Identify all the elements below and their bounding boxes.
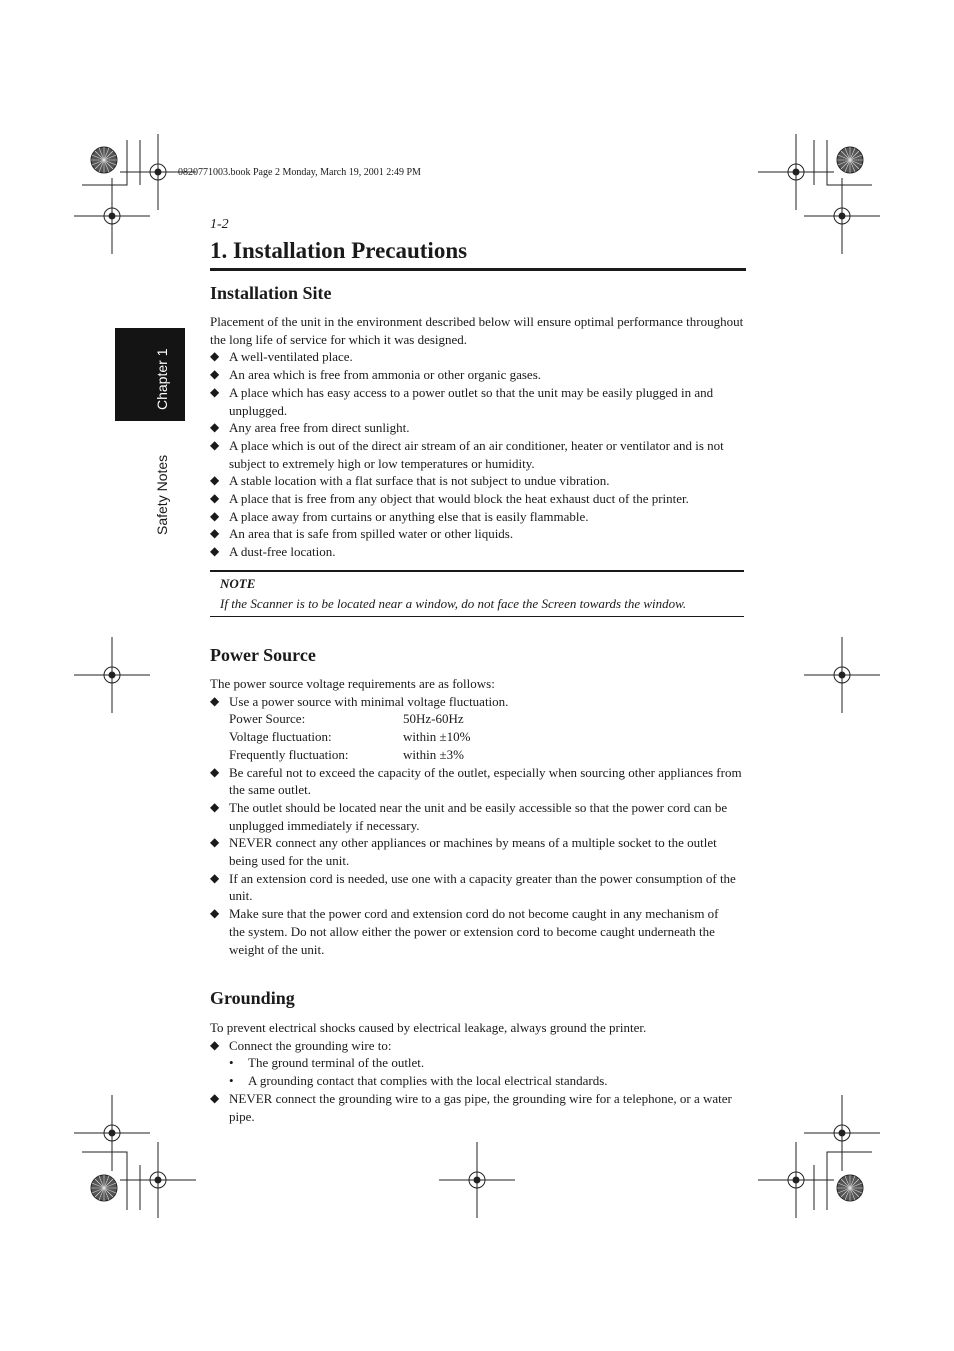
power-intro: The power source voltage requirements are as follows: bbox=[210, 676, 495, 691]
list-item: ◆ Make sure that the power cord and extension cord do not become caught in any mechanism of the system. Do not allow either the power or extension cord to become caught underneath the weight of the unit. bbox=[210, 906, 719, 957]
list-item: ◆ A place which has easy access to a power outlet so that the unit may be easily plugged in and unplugged. bbox=[210, 384, 714, 418]
note-label: NOTE bbox=[220, 576, 256, 591]
list-item: ◆ The outlet should be located near the unit and be easily accessible so that the power cord can be unplugged immediately if necessary. bbox=[210, 799, 728, 833]
title-rule bbox=[210, 268, 746, 271]
section-heading-grounding: Grounding bbox=[210, 988, 295, 1008]
diamond-bullet-icon: ◆ bbox=[210, 544, 220, 559]
spec-row: Frequently fluctuation: within ±3% bbox=[229, 746, 464, 762]
spec-row: Voltage fluctuation: within ±10% bbox=[229, 729, 471, 745]
note-bottom-rule bbox=[210, 616, 744, 617]
list-item: ◆ A well-ventilated place. bbox=[210, 349, 353, 365]
diamond-bullet-icon: ◆ bbox=[210, 508, 220, 523]
list-item: ◆ A dust-free location. bbox=[210, 544, 336, 560]
list-item: ◆ Any area free from direct sunlight. bbox=[210, 420, 410, 436]
list-item: ◆ A stable location with a flat surface that is not subject to undue vibration. bbox=[210, 473, 610, 489]
diamond-bullet-icon: ◆ bbox=[210, 526, 220, 541]
diamond-bullet-icon: ◆ bbox=[210, 473, 220, 488]
diamond-bullet-icon: ◆ bbox=[210, 1037, 220, 1052]
power-content bbox=[210, 675, 746, 958]
diamond-bullet-icon: ◆ bbox=[210, 420, 220, 435]
diamond-bullet-icon: ◆ bbox=[210, 906, 220, 921]
diamond-bullet-icon: ◆ bbox=[210, 349, 220, 364]
diamond-bullet-icon: ◆ bbox=[210, 437, 220, 452]
section-label: Safety Notes bbox=[154, 454, 170, 535]
list-item: ◆ An area which is free from ammonia or other organic gases. bbox=[210, 367, 542, 383]
list-item: ◆ A place that is free from any object that would block the heat exhaust duct of the printer. bbox=[210, 491, 689, 507]
page-number: 1-2 bbox=[210, 217, 229, 232]
spec-row: Power Source: 50Hz-60Hz bbox=[229, 711, 464, 727]
note-text: If the Scanner is to be located near a window, do not face the Screen towards the window. bbox=[220, 596, 687, 611]
grounding-content bbox=[210, 1019, 746, 1125]
site-content bbox=[210, 313, 746, 561]
list-item: ◆ If an extension cord is needed, use one with a capacity greater than the power consumption of the unit. bbox=[210, 870, 736, 904]
dot-bullet-icon: • bbox=[229, 1055, 234, 1071]
file-info-header: 0820771003.book Page 2 Monday, March 19, 2001 2:49 PM bbox=[178, 167, 421, 178]
page-title: 1. Installation Precautions bbox=[210, 238, 468, 263]
section-heading-power: Power Source bbox=[210, 645, 316, 665]
section-heading-site: Installation Site bbox=[210, 283, 332, 303]
list-item: ◆ A place which is out of the direct air stream of an air conditioner, heater or ventilator and is not subject to extremely high or low temperatures or humidity. bbox=[210, 437, 724, 471]
diamond-bullet-icon: ◆ bbox=[210, 693, 220, 708]
list-item: ◆ Use a power source with minimal voltage fluctuation. bbox=[210, 693, 509, 709]
grounding-intro: To prevent electrical shocks caused by electrical leakage, always ground the printer. bbox=[210, 1020, 647, 1035]
list-item: ◆ An area that is safe from spilled water or other liquids. bbox=[210, 526, 514, 542]
list-item: ◆ NEVER connect the grounding wire to a gas pipe, the grounding wire for a telephone, or a water pipe. bbox=[210, 1090, 732, 1124]
list-item: ◆ Connect the grounding wire to: bbox=[210, 1037, 392, 1053]
sub-list-item: • The ground terminal of the outlet. bbox=[229, 1055, 425, 1071]
list-item: ◆ Be careful not to exceed the capacity of the outlet, especially when sourcing other appliances from the same outlet. bbox=[210, 764, 742, 798]
list-item: ◆ A place away from curtains or anything else that is easily flammable. bbox=[210, 508, 589, 524]
sub-list-item: • A grounding contact that complies with the local electrical standards. bbox=[229, 1073, 608, 1089]
list-item: ◆ NEVER connect any other appliances or machines by means of a multiple socket to the outlet being used for the unit. bbox=[210, 835, 717, 869]
chapter-label: Chapter 1 bbox=[154, 348, 170, 410]
site-intro: Placement of the unit in the environment described below will ensure optimal performance throughout the long life of service for which it was designed. bbox=[210, 314, 744, 347]
chapter-tab bbox=[115, 328, 185, 421]
diamond-bullet-icon: ◆ bbox=[210, 764, 220, 779]
diamond-bullet-icon: ◆ bbox=[210, 491, 220, 506]
diamond-bullet-icon: ◆ bbox=[210, 1090, 220, 1105]
note-top-rule bbox=[210, 570, 744, 572]
diamond-bullet-icon: ◆ bbox=[210, 384, 220, 399]
dot-bullet-icon: • bbox=[229, 1073, 234, 1089]
diamond-bullet-icon: ◆ bbox=[210, 799, 220, 814]
diamond-bullet-icon: ◆ bbox=[210, 835, 220, 850]
diamond-bullet-icon: ◆ bbox=[210, 367, 220, 382]
diamond-bullet-icon: ◆ bbox=[210, 870, 220, 885]
